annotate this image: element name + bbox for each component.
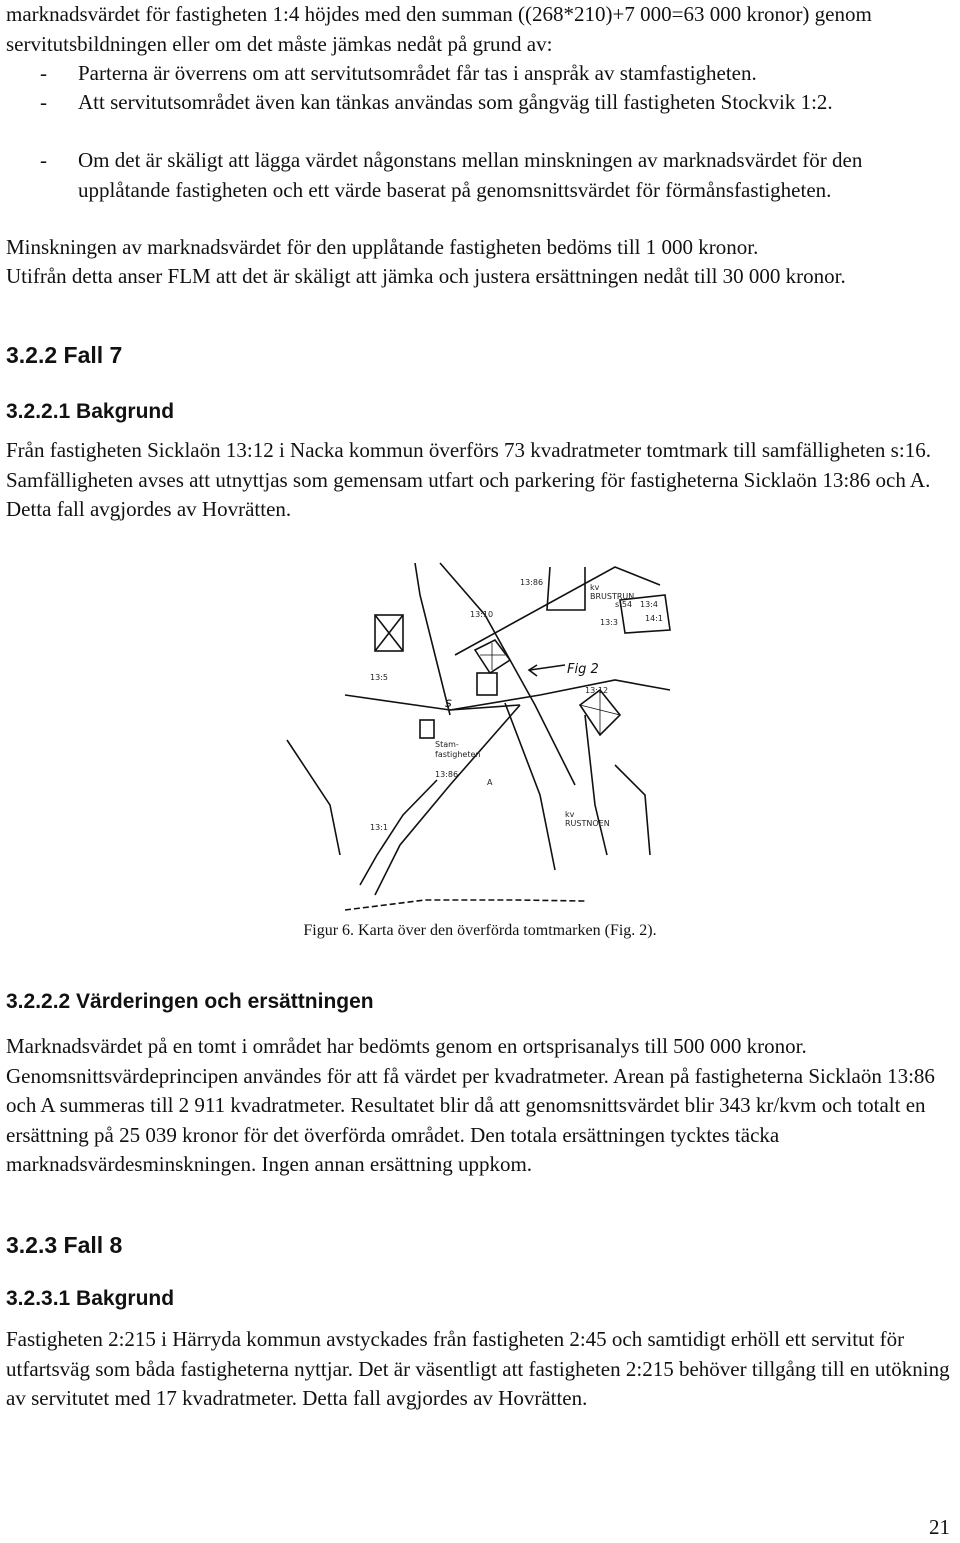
map-boundary-line — [505, 703, 555, 870]
conclusion-line: Utifrån detta anser FLM att det är skäligt att jämka och justera ersättningen nedåt till 30 000 kronor. — [6, 264, 846, 288]
arrow-icon — [529, 665, 537, 676]
bullet-item — [40, 59, 955, 89]
subsection-heading-varderingen: 3.2.2.2 Värderingen och ersättningen — [6, 990, 374, 1013]
map-boundary-line — [415, 563, 450, 715]
subsection-heading-bakgrund-fall8: 3.2.3.1 Bakgrund — [6, 1287, 175, 1310]
bullet-marker: - — [40, 90, 47, 114]
bullet-item — [40, 146, 955, 205]
map-building — [477, 673, 497, 695]
map-label: Stam- — [435, 740, 459, 749]
map-label: A — [487, 778, 493, 787]
fall7-valuation-text: Marknadsvärdet på en tomt i området har bedömts genom en ortsprisanalys till 500 000 kronor. Genomsnittsvärdeprincipen användes för att få värdet per kvadratmeter. Arean på fastigheterna Sicklaön 13:86 och A summeras till 2 911 kvadratmeter. Resultatet blir då att genomsnittsvärdet blir 343 kr/kvm och totalt en ersättning på 25 039 kronor för det överförda området. Den totala ersättningen tycktes täcka marknadsvärdesminskningen. Ingen annan ersättning uppkom. — [6, 1034, 935, 1176]
map-boundary-line — [360, 780, 437, 885]
map-block-outline — [547, 567, 585, 610]
map-label: 14:1 — [645, 614, 663, 623]
map-building — [475, 640, 510, 673]
section-heading-fall7: 3.2.2 Fall 7 — [6, 342, 123, 368]
fall7-background-text: Från fastigheten Sicklaön 13:12 i Nacka kommun överförs 73 kvadratmeter tomtmark till samfälligheten s:16. Samfälligheten avses att utnyttjas som gemensam utfart och parkering för fastigheterna Sicklaön 13:86 och A. Detta fall avgjordes av Hovrätten. — [6, 438, 931, 521]
map-label: 13:1 — [370, 823, 388, 832]
map-boundary-line — [287, 740, 340, 855]
map-label: 13:10 — [470, 610, 494, 619]
map-label: 13:5 — [370, 673, 388, 682]
bullet-item — [40, 88, 955, 118]
bullet-text: Om det är skäligt att lägga värdet någonstans mellan minskningen av marknadsvärdet för den upplåtande fastigheten och ett värde baserat på genomsnittsvärdet för förmånsfastigheten. — [78, 148, 863, 202]
map-label: kv — [565, 810, 575, 819]
map-building-cross — [375, 615, 403, 651]
map-label: 13:86 — [520, 578, 544, 587]
map-street-line — [345, 900, 585, 910]
property-map — [285, 555, 680, 915]
reduction-line: Minskningen av marknadsvärdet för den upplåtande fastigheten bedöms till 1 000 kronor. — [6, 235, 759, 259]
map-label: 13:86 — [435, 770, 459, 779]
map-boundary-line — [585, 715, 607, 855]
map-figure — [285, 555, 680, 915]
map-label: s:54 — [615, 600, 633, 609]
bullet-marker: - — [40, 61, 47, 85]
fall8-background-text: Fastigheten 2:215 i Härryda kommun avstyckades från fastigheten 2:45 och samtidigt erhöll ett servitut för utfartsväg som båda fastigheterna nyttjar. Det är väsentligt att fastigheten 2:215 behöver tillgång till en utökning av servitutet med 17 kvadratmeter. Detta fall avgjordes av Hovrätten. — [6, 1327, 950, 1410]
map-label: s — [445, 696, 452, 711]
figure-caption: Figur 6. Karta över den överförda tomtmarken (Fig. 2). — [303, 922, 657, 939]
map-boundary-line — [375, 705, 520, 895]
map-fig-label: Fig 2 — [567, 662, 599, 677]
map-label: 13:4 — [640, 600, 658, 609]
page-number: 21 — [929, 1515, 950, 1539]
map-label: kv — [590, 583, 600, 592]
map-boundary-line — [615, 765, 650, 855]
map-building — [420, 720, 434, 738]
map-label: RUSTNOEN — [565, 819, 610, 828]
map-label: BRUSTRUN — [590, 592, 635, 601]
map-label: 13:12 — [585, 686, 609, 695]
intro-paragraph: marknadsvärdet för fastigheten 1:4 höjdes med den summan ((268*210)+7 000=63 000 kronor) genom servitutsbildningen eller om det måste jämkas nedåt på grund av: — [6, 2, 872, 56]
bullet-text: Att servitutsområdet även kan tänkas användas som gångväg till fastigheten Stockvik 1:2. — [78, 90, 833, 114]
bullet-marker: - — [40, 148, 47, 172]
subsection-heading-bakgrund: 3.2.2.1 Bakgrund — [6, 400, 175, 423]
map-label: 13:3 — [600, 618, 618, 627]
bullet-text: Parterna är överrens om att servitutsområdet får tas i anspråk av stamfastigheten. — [78, 61, 757, 85]
section-heading-fall8: 3.2.3 Fall 8 — [6, 1232, 123, 1258]
map-label: fastigheten — [435, 750, 481, 759]
